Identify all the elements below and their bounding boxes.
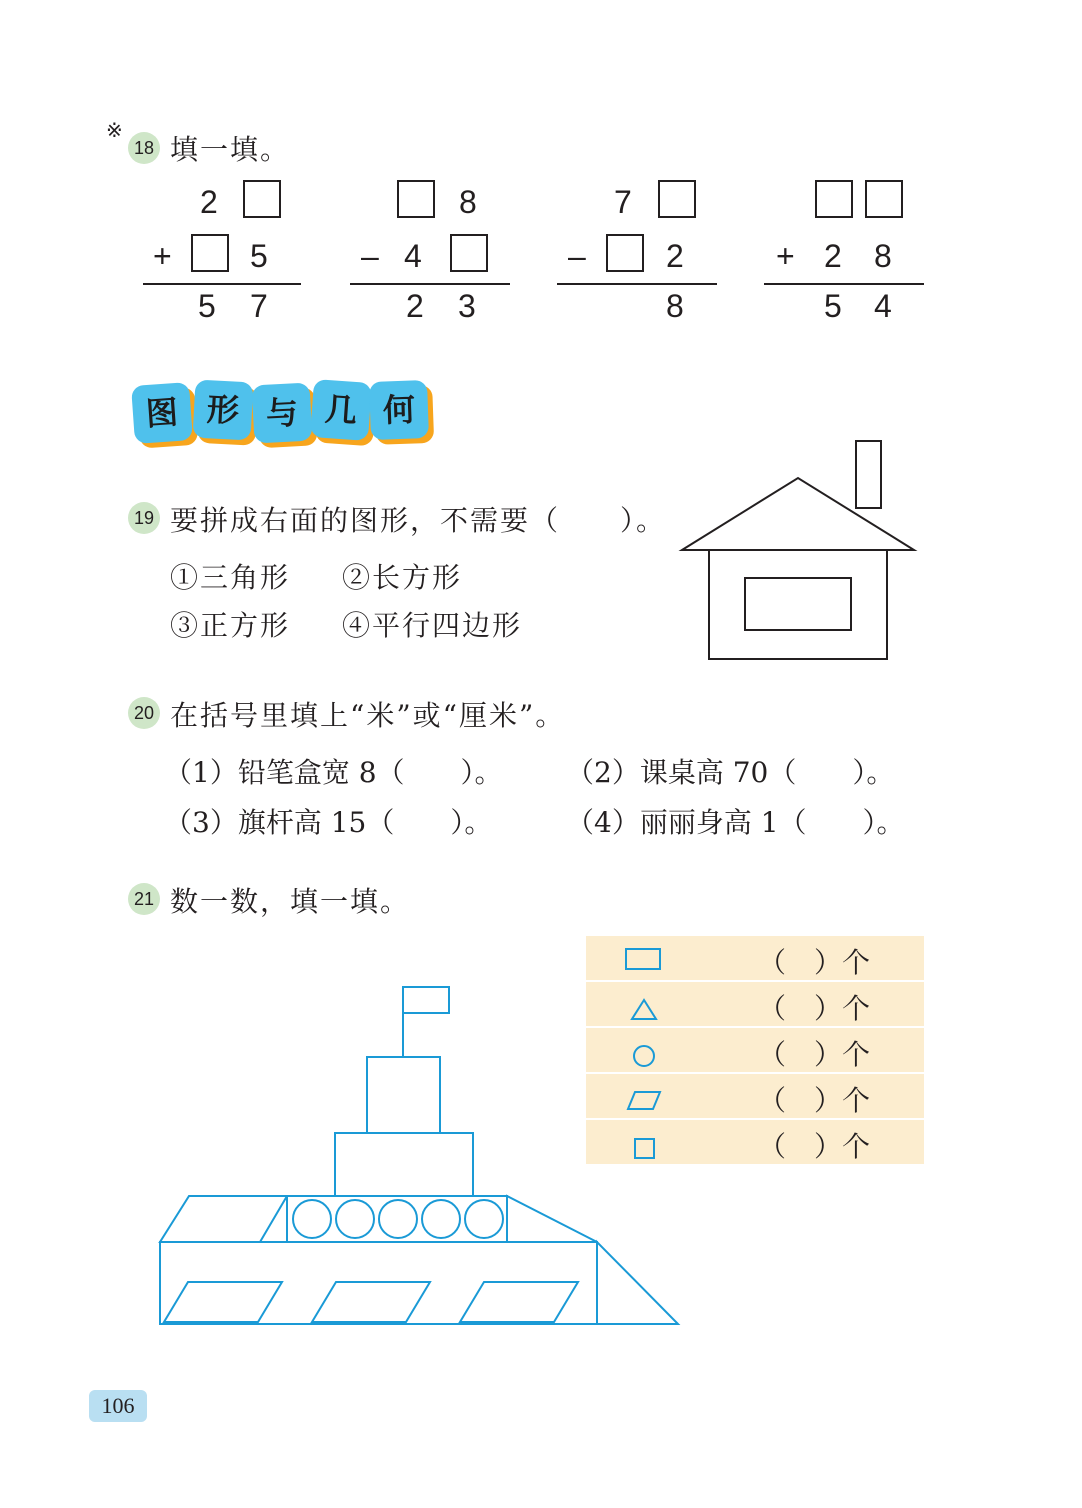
hull-parallelogram [164,1282,282,1322]
count-cell[interactable]: （ ）个 [758,992,871,1025]
question-number-21: 21 [128,883,160,915]
mid-digit: 2 [666,238,684,274]
count-cell[interactable]: （ ）个 [758,1130,871,1163]
result-digit: 7 [250,288,268,324]
title-tile: 形 [193,380,254,441]
ship-figure [150,980,690,1332]
mid-digit: 8 [874,238,892,274]
mid-digit: 5 [250,238,268,274]
title-tile: 几 [310,379,372,441]
q20-item-1[interactable]: （1）铅笔盒宽 8（ ）。 [164,756,503,789]
window-shape [745,578,851,630]
q20-item-4[interactable]: （4）丽丽身高 1（ ）。 [566,806,905,839]
porthole-circle [336,1200,374,1238]
count-cell[interactable]: （ ）个 [758,1038,871,1071]
operator: – [361,238,379,274]
result-digit: 4 [874,288,892,324]
answer-box[interactable] [397,180,435,218]
q19-option-1[interactable]: ①三角形 [170,561,291,594]
answer-box[interactable] [658,180,696,218]
house-figure [676,438,920,664]
q20-prompt: 在括号里填上“米”或“厘米”。 [170,699,566,732]
count-cell[interactable]: （ ）个 [758,1084,871,1117]
porthole-circle [379,1200,417,1238]
result-digit: 3 [458,288,476,324]
page-number: 106 [89,1390,147,1422]
question-number-20: 20 [128,697,160,729]
q19-option-2[interactable]: ②长方形 [342,561,463,594]
top-tower-rectangle [367,1057,440,1133]
q20-item-2[interactable]: （2）课桌高 70（ ）。 [566,756,895,789]
count-cell[interactable]: （ ）个 [758,946,871,979]
mid-digit: 4 [404,238,422,274]
answer-box[interactable] [815,180,853,218]
title-tile: 图 [131,382,193,444]
question-number-18: 18 [128,132,160,164]
rectangle-icon [624,946,664,972]
result-digit: 8 [666,288,684,324]
difference-line [350,283,510,285]
porthole-circle [422,1200,460,1238]
bow-lower-triangle [597,1242,678,1324]
q20-item-3[interactable]: （3）旗杆高 15（ ）。 [164,806,493,839]
chimney-shape [856,441,881,508]
top-digit: 2 [200,184,218,220]
q18-prompt: 填一填。 [170,133,291,166]
mid-deck-rectangle [335,1133,473,1196]
porthole-circle [465,1200,503,1238]
title-tile: 何 [369,380,429,440]
result-digit: 5 [198,288,216,324]
title-tile: 与 [252,383,313,444]
operator: – [568,238,586,274]
mid-digit: 2 [824,238,842,274]
flag-rectangle [403,987,449,1013]
answer-box[interactable] [450,234,488,272]
hull-parallelogram [312,1282,430,1322]
house-wall [709,550,887,659]
sum-line [764,283,924,285]
q21-prompt: 数一数，填一填。 [170,885,411,918]
bow-upper-triangle [507,1196,597,1242]
question-number-19: 19 [128,502,160,534]
answer-box[interactable] [865,180,903,218]
operator: + [153,238,172,274]
q19-option-4[interactable]: ④平行四边形 [342,609,523,642]
answer-box[interactable] [191,234,229,272]
top-digit: 8 [459,184,477,220]
hull-parallelogram [460,1282,578,1322]
result-digit: 2 [406,288,424,324]
q19-option-3[interactable]: ③正方形 [170,609,291,642]
answer-box[interactable] [243,180,281,218]
answer-box[interactable] [606,234,644,272]
porthole-circle [293,1200,331,1238]
difference-line [557,283,717,285]
reference-mark: ※ [106,118,123,142]
result-digit: 5 [824,288,842,324]
top-digit: 7 [614,184,632,220]
operator: + [776,238,795,274]
roof-triangle [682,478,914,550]
q19-prompt: 要拼成右面的图形，不需要（ ）。 [170,504,667,537]
left-parallelogram [160,1196,287,1242]
sum-line [143,283,301,285]
